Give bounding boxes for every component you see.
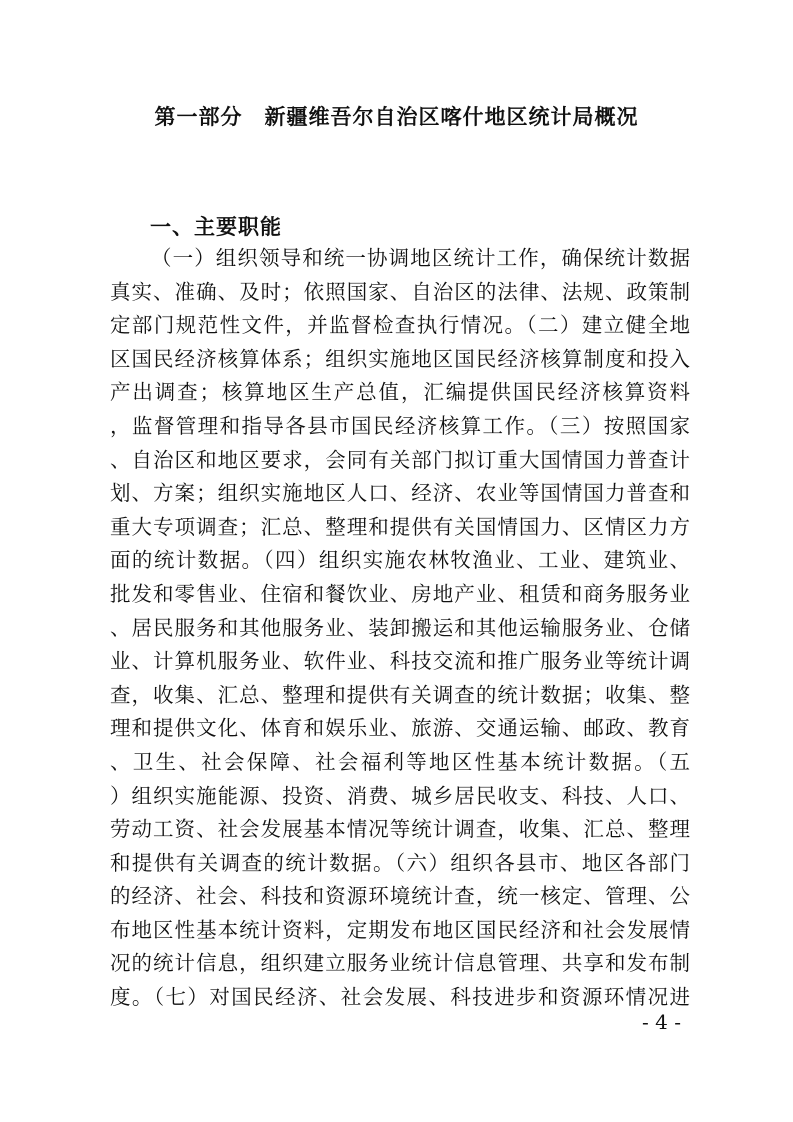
body-line: 区国民经济核算体系；组织实施地区国民经济核算制度和投入 xyxy=(110,346,690,371)
body-line: 布地区性基本统计资料，定期发布地区国民经济和社会发展情 xyxy=(110,917,690,942)
body-line: 、自治区和地区要求，会同有关部门拟订重大国情国力普查计 xyxy=(110,447,690,472)
body-line: （一）组织领导和统一协调地区统计工作，确保统计数据 xyxy=(151,246,690,270)
body-line: 业、计算机服务业、软件业、科技交流和推广服务业等统计调 xyxy=(110,649,690,674)
body-line: ，监督管理和指导各县市国民经济核算工作。（三）按照国家 xyxy=(110,413,690,438)
body-line: 劳动工资、社会发展基本情况等统计调查，收集、汇总、整理 xyxy=(110,817,690,842)
body-line: 况的统计信息，组织建立服务业统计信息管理、共享和发布制 xyxy=(110,951,690,976)
section-heading: 一、主要职能 xyxy=(150,215,282,239)
body-line: 定部门规范性文件，并监督检查执行情况。（二）建立健全地 xyxy=(110,313,690,338)
page-title: 第一部分 新疆维吾尔自治区喀什地区统计局概况 xyxy=(154,105,639,129)
body-line: 批发和零售业、住宿和餐饮业、房地产业、租赁和商务服务业 xyxy=(110,581,690,606)
body-line: 理和提供文化、体育和娱乐业、旅游、交通运输、邮政、教育 xyxy=(110,716,690,741)
body-line: 划、方案；组织实施地区人口、经济、农业等国情国力普查和 xyxy=(110,481,690,506)
body-line: 重大专项调查；汇总、整理和提供有关国情国力、区情区力方 xyxy=(110,514,690,539)
body-line: 和提供有关调查的统计数据。（六）组织各县市、地区各部门 xyxy=(110,850,690,875)
body-line: 、卫生、社会保障、社会福利等地区性基本统计数据。（五 xyxy=(110,749,690,774)
body-line: 、居民服务和其他服务业、装卸搬运和其他运输服务业、仓储 xyxy=(110,615,690,640)
body-line: 度。（七）对国民经济、社会发展、科技进步和资源环情况进 xyxy=(110,985,690,1010)
body-line: 产出调查；核算地区生产总值，汇编提供国民经济核算资料 xyxy=(110,380,690,405)
page-number: - 4 - xyxy=(642,1010,681,1034)
body-line: 查，收集、汇总、整理和提供有关调查的统计数据；收集、整 xyxy=(110,682,690,707)
body-paragraph xyxy=(110,242,690,1015)
body-line: 真实、准确、及时；依照国家、自治区的法律、法规、政策制 xyxy=(110,279,690,304)
body-line: 的经济、社会、科技和资源环境统计查，统一核定、管理、公 xyxy=(110,884,690,909)
body-line: ）组织实施能源、投资、消费、城乡居民收支、科技、人口、 xyxy=(110,783,690,808)
body-line: 面的统计数据。（四）组织实施农林牧渔业、工业、建筑业、 xyxy=(110,548,690,573)
